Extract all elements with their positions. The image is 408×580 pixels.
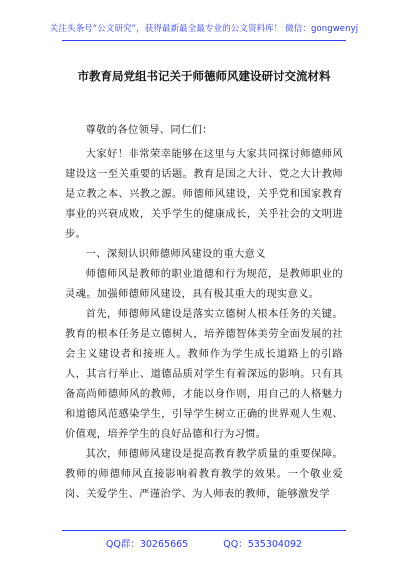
footer-contact bbox=[0, 536, 408, 550]
paragraph: 师德师风是教师的职业道德和行为规范，是教师职业的灵魂。加强师德师风建设，具有极其重大的现实意义。 bbox=[65, 268, 343, 300]
paragraph: 其次，师德师风建设是提高教育教学质量的重要保障。教师的师德师风直接影响着教育教学的效果。一个敬业爱岗、关爱学生、严谨治学、为人师表的教师，能够激发学 bbox=[65, 448, 343, 500]
header-notice: 关注头条号“公文研究”，获得最新最全最专业的公文资料库！ 微信：gongwenyj bbox=[49, 24, 359, 34]
footer-divider bbox=[62, 530, 346, 531]
section-heading: 一、深刻认识师德师风建设的重大意义 bbox=[85, 248, 266, 260]
paragraph: 首先，师德师风建设是落实立德树人根本任务的关键。教育的根本任务是立德树人，培养德智体美劳全面发展的社会主义建设者和接班人。教师作为学生成长道路上的引路人，其言行举止、道德品质对学生有着深远的影响。只有具备高尚师德师风的教师，才能以身作则，用自己的人格魅力和道德风范感染学生，引导学生树立正确的世界观人生观、价值观，培养学生的良好品德和行为习惯。 bbox=[65, 308, 343, 440]
qq-group-number: QQ群：30265665 bbox=[105, 539, 189, 550]
salutation: 尊敬的各位领导、同仁们： bbox=[85, 124, 213, 136]
header-divider bbox=[62, 40, 346, 41]
qq-number: QQ：535304092 bbox=[223, 539, 303, 550]
document-title: 市教育局党组书记关于师德师风建设研讨交流材料 bbox=[77, 69, 331, 83]
paragraph-intro: 大家好！非常荣幸能够在这里与大家共同探讨师德师风建设这一至关重要的话题。教育是国之大计、党之大计教师是立教之本、兴教之源。师德师风建设，关乎党和国家教育事业的兴衰成败，关乎学生的健康成长，关乎社会的文明进步。 bbox=[65, 148, 343, 240]
document-body bbox=[65, 120, 343, 504]
